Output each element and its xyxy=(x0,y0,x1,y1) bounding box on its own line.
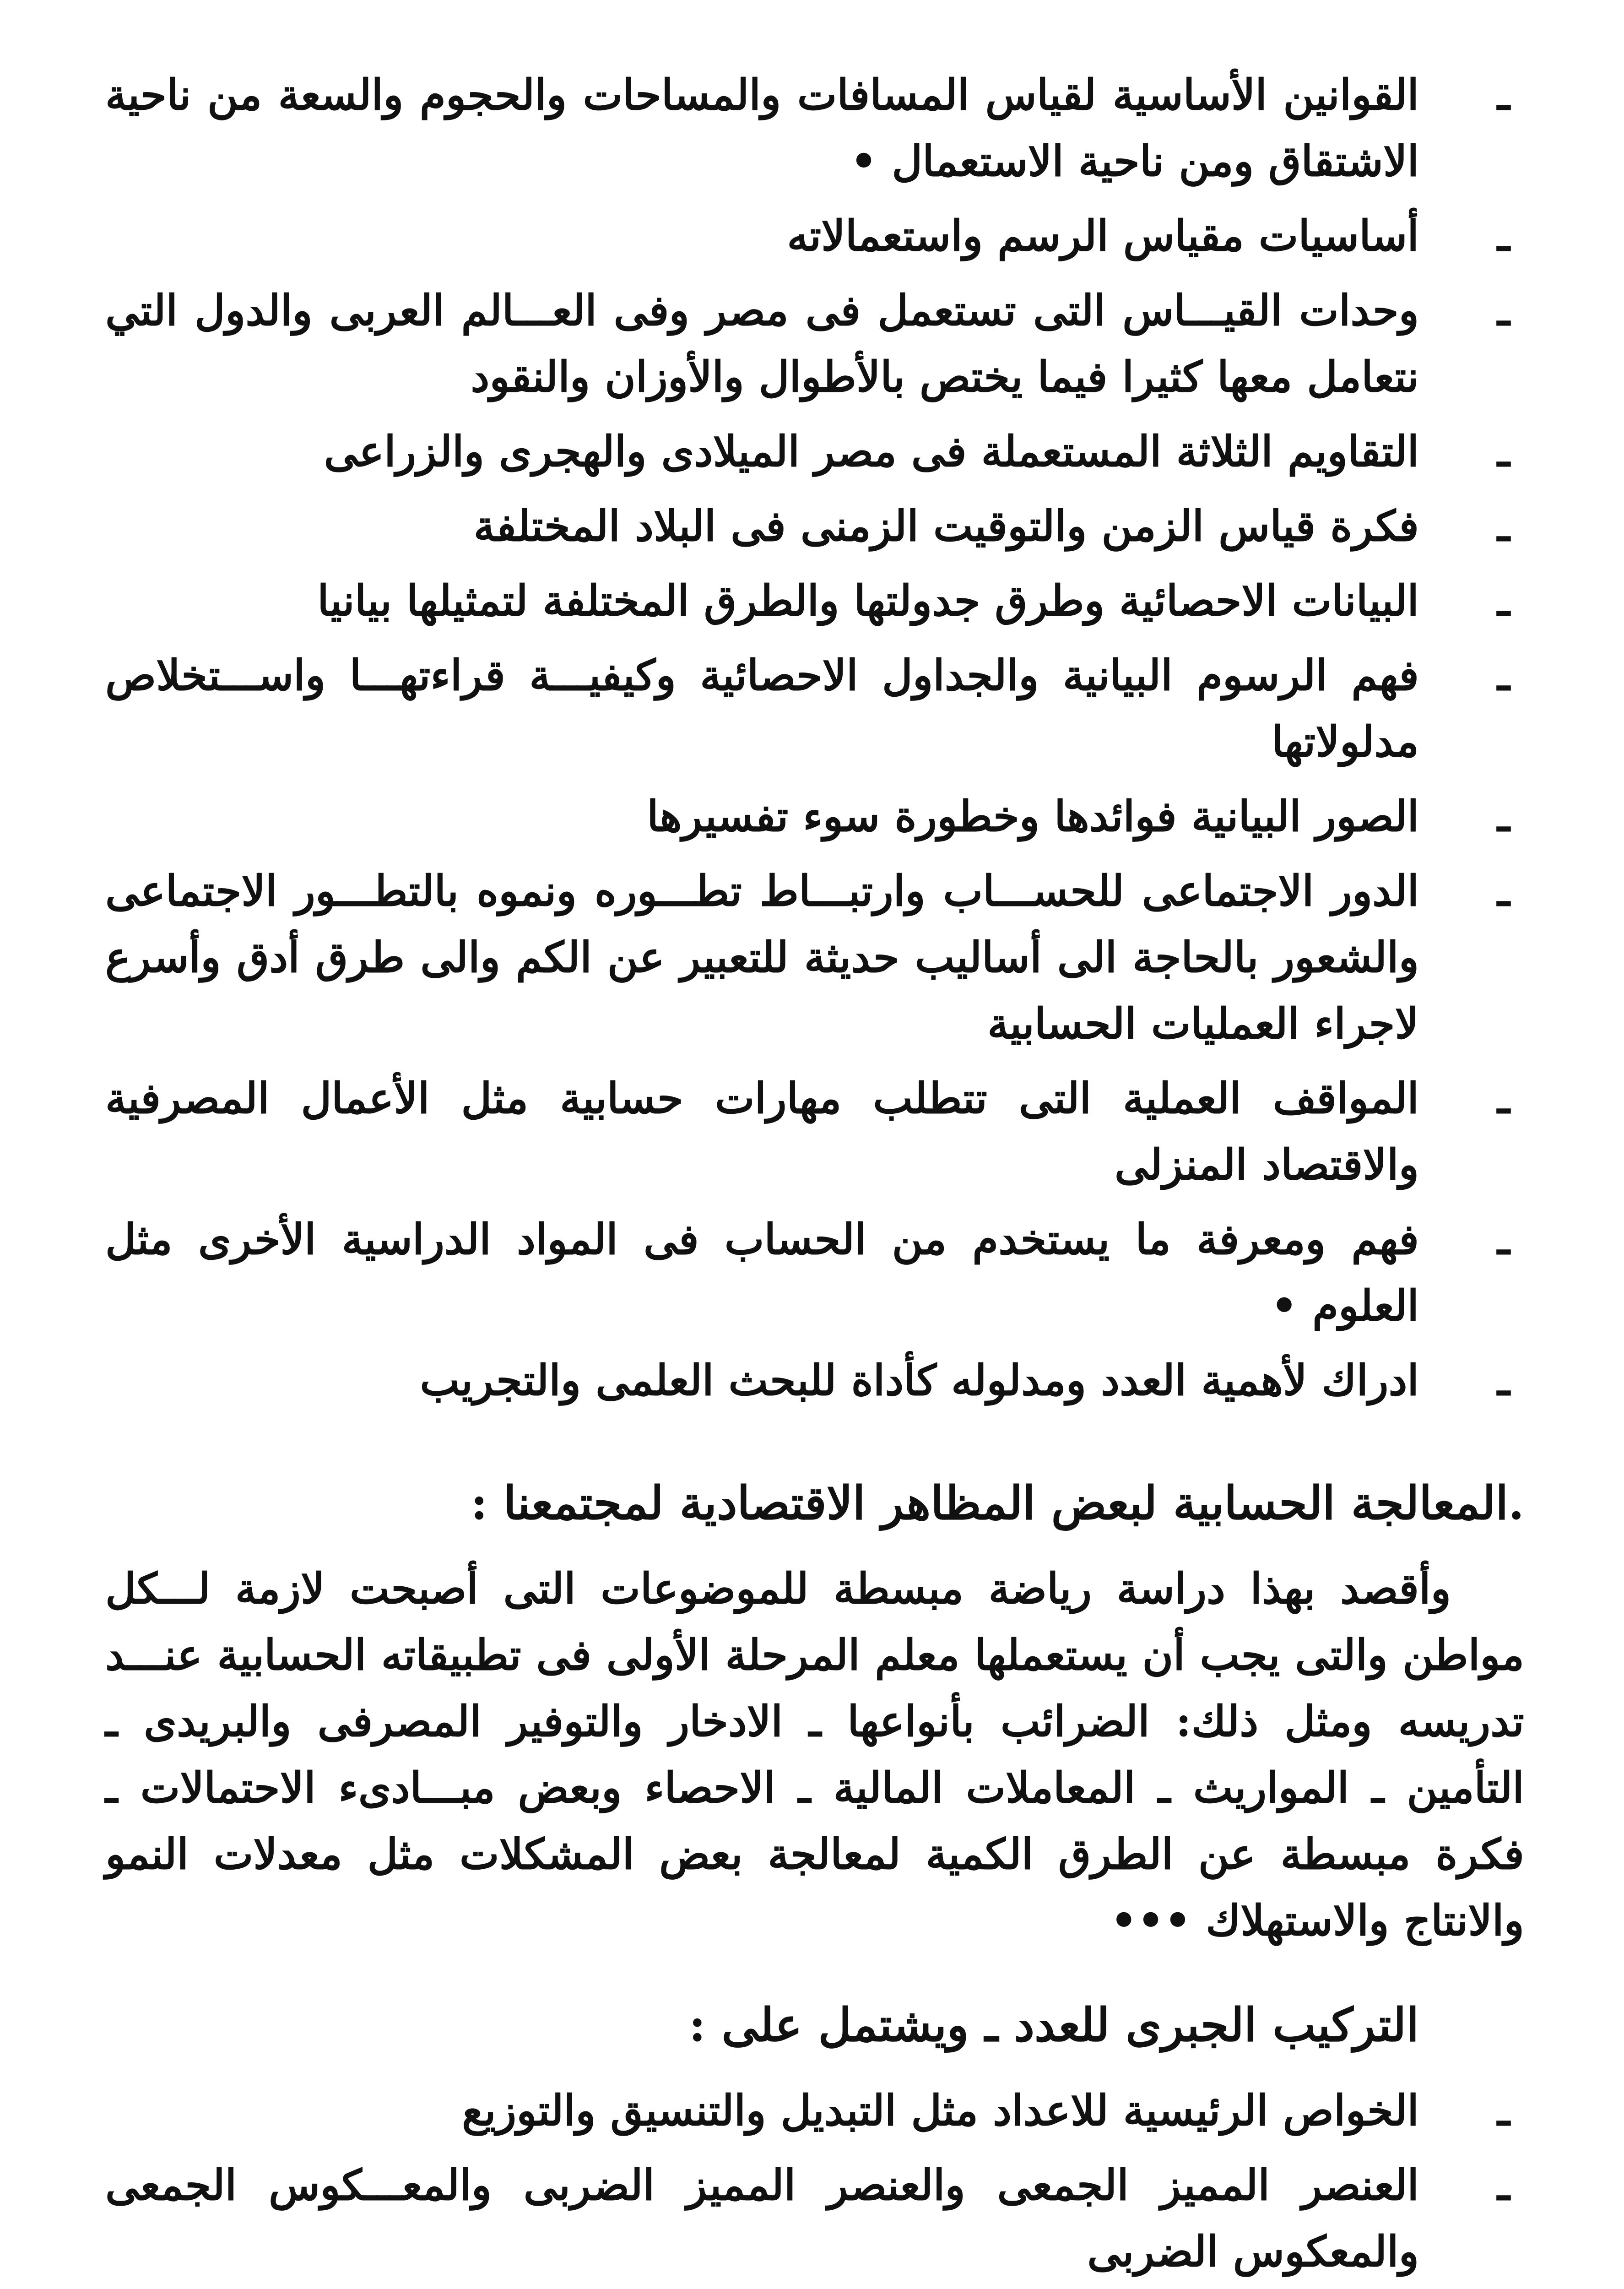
list-item-text: القوانين الأساسية لقياس المسافات والمساحات والحجوم والسعة من ناحية الاشتقاق ومن ناحية الاستعمال • xyxy=(105,70,1419,186)
bullet-dash: ـ xyxy=(1497,1356,1510,1405)
bullet-dash: ـ xyxy=(1497,427,1510,476)
list-item xyxy=(105,783,1524,850)
bullet-dash: ـ xyxy=(1497,651,1510,700)
bullet-dash: ـ xyxy=(1497,1074,1510,1123)
list-item xyxy=(105,493,1524,559)
list-item-text: الصور البيانية فوائدها وخطورة سوء تفسيرها xyxy=(647,792,1419,841)
list-item xyxy=(105,1347,1524,1414)
list-item xyxy=(105,1065,1524,1198)
list-item xyxy=(105,2152,1524,2285)
list-item xyxy=(105,858,1524,1057)
section-heading-economic: .المعالجة الحسابية لبعض المظاهر الاقتصادية لمجتمعنا : xyxy=(471,1476,1524,1530)
list-item-text: فهم الرسوم البيانية والجداول الاحصائية وكيفيـــة قراءتهـــا واســـتخلاص مدلولاتها xyxy=(105,651,1419,766)
list-item xyxy=(105,2077,1524,2144)
section-paragraph: وأقصد بهذا دراسة رياضة مبسطة للموضوعات التى أصبحت لازمة لـــكل مواطن والتى يجب أن يستعملها معلم المرحلة الأولى فى تطبيقاته الحسابية عنـــد تدريسه ومثل ذلك: الضرائب بأنواعها ـ الادخار والتوفير المصرفى والبريدى ـ التأمين ـ المواريث ـ المعاملات المالية ـ الاحصاء وبعض مبـــادىء الاحتمالات ـ فكرة مبسطة عن الطرق الكمية لمعالجة بعض المشكلات مثل معدلات النمو والانتاج والاستهلاك ••• xyxy=(105,1564,1524,1945)
list-item xyxy=(105,203,1524,269)
list-item xyxy=(105,418,1524,485)
text-column xyxy=(105,62,1524,2289)
list-item-text: وحدات القيـــاس التى تستعمل فى مصر وفى العـــالم العربى والدول التي نتعامل معها كثيرا فيما يختص بالأطوال والأوزان والنقود xyxy=(105,286,1419,401)
list-item xyxy=(105,277,1524,410)
list-item-text: البيانات الاحصائية وطرق جدولتها والطرق المختلفة لتمثيلها بيانيا xyxy=(317,576,1419,625)
list-item-text: العنصر المميز الجمعى والعنصر المميز الضربى والمعـــكوس الجمعى والمعكوس الضربى xyxy=(105,2160,1419,2276)
bullet-dash: ـ xyxy=(1497,70,1510,119)
list-item-text: التقاويم الثلاثة المستعملة فى مصر الميلادى والهجرى والزراعى xyxy=(324,427,1419,476)
bullet-dash: ـ xyxy=(1497,286,1510,335)
algebraic-topic-list xyxy=(105,2077,1524,2289)
bullet-dash: ـ xyxy=(1497,2086,1510,2135)
list-item xyxy=(105,62,1524,195)
list-item xyxy=(105,642,1524,775)
topic-list xyxy=(105,62,1524,1414)
bullet-dash: ـ xyxy=(1497,211,1510,260)
list-item-text: ادراك لأهمية العدد ومدلوله كأداة للبحث العلمى والتجريب xyxy=(420,1356,1419,1405)
bullet-dash: ـ xyxy=(1497,501,1510,551)
bullet-dash: ـ xyxy=(1497,576,1510,625)
list-item-text: الخواص الرئيسية للاعداد مثل التبديل والتنسيق والتوزيع xyxy=(462,2086,1419,2135)
section-heading-algebraic: التركيب الجبرى للعدد ـ ويشتمل على : xyxy=(688,1998,1419,2052)
bullet-dash: ـ xyxy=(1497,2160,1510,2210)
bullet-dash: ـ xyxy=(1497,1215,1510,1264)
bullet-dash: ـ xyxy=(1497,792,1510,841)
list-item xyxy=(105,568,1524,634)
list-item-text: الدور الاجتماعى للحســـاب وارتبـــاط تطـــوره ونموه بالتطـــور الاجتماعى والشعور بالحاجة الى أساليب حديثة للتعبير عن الكم والى طرق أدق وأسرع لاجراء العمليات الحسابية xyxy=(105,866,1419,1048)
list-item-text: فكرة قياس الزمن والتوقيت الزمنى فى البلاد المختلفة xyxy=(473,501,1419,551)
list-item xyxy=(105,1206,1524,1339)
bullet-dash: ـ xyxy=(1497,866,1510,916)
list-item-text: المواقف العملية التى تتطلب مهارات حسابية مثل الأعمال المصرفية والاقتصاد المنزلى xyxy=(105,1074,1419,1189)
list-item-text: أساسيات مقياس الرسم واستعمالاته xyxy=(787,211,1419,260)
list-item-text: فهم ومعرفة ما يستخدم من الحساب فى المواد الدراسية الأخرى مثل العلوم • xyxy=(105,1215,1419,1330)
